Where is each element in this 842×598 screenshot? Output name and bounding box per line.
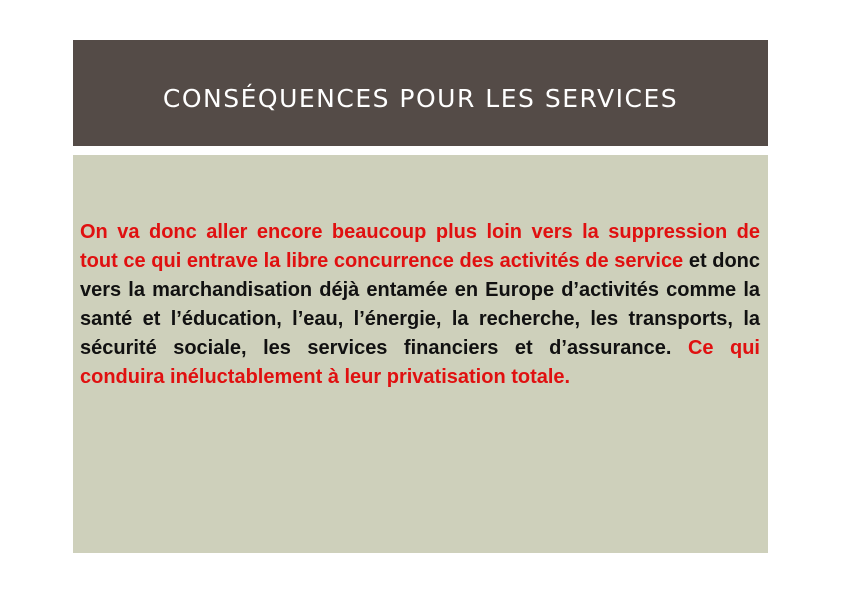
paragraph-body: et donc vers la marchandisation déjà entamée en Europe d’activités comme la santé et l’éducation, l’eau, l’énergie, la recherche, les transports, la sécurité sociale, les services financiers et d’assurance. xyxy=(80,250,760,359)
paragraph-highlight-conclusion: Ce qui conduira inéluctablement à leur privatisation totale. xyxy=(80,337,760,388)
slide-title-bar xyxy=(73,40,768,146)
slide-title: CONSÉQUENCES POUR LES SERVICES xyxy=(162,83,679,113)
paragraph-highlight-intro: On va donc aller encore beaucoup plus loin vers la suppression de tout ce qui entrave la libre concurrence des activités de service xyxy=(80,221,760,272)
slide-paragraph xyxy=(80,218,760,392)
slide-content-box xyxy=(73,155,768,553)
